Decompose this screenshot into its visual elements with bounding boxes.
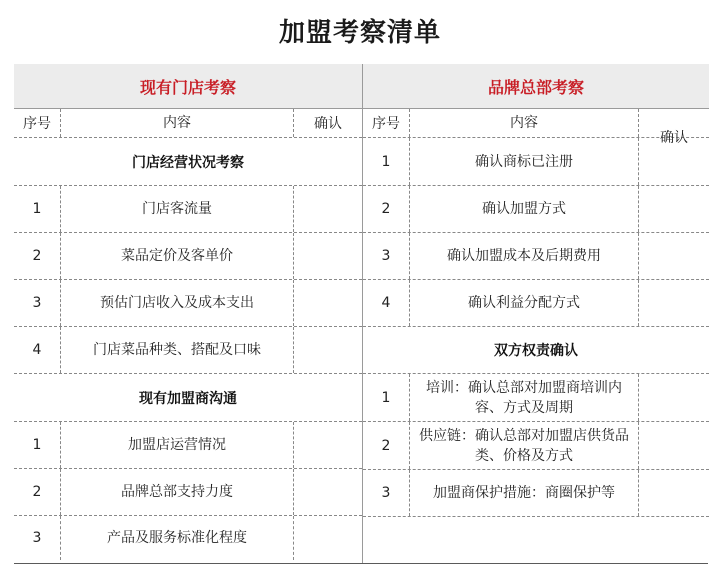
bottom-rule [14, 563, 708, 564]
row-content: 供应链：确认总部对加盟店供货品类、价格及方式 [409, 422, 639, 469]
row-no: 2 [32, 248, 42, 264]
section-row [14, 374, 362, 422]
table-row [363, 280, 709, 327]
left-column-header [14, 109, 362, 138]
table-row [14, 280, 362, 327]
row-no: 4 [32, 342, 42, 358]
row-no: 1 [32, 437, 42, 453]
row-confirm-cell[interactable] [639, 138, 709, 185]
column-confirm: 确认 [314, 116, 342, 132]
row-confirm-cell[interactable] [294, 469, 362, 515]
right-panel [362, 64, 709, 564]
row-content: 加盟店运营情况 [60, 422, 294, 468]
row-content: 确认商标已注册 [409, 138, 639, 185]
table-row [363, 138, 709, 186]
right-column-header [363, 109, 709, 146]
row-no: 4 [381, 295, 391, 311]
table-row [14, 422, 362, 469]
row-no: 2 [381, 201, 391, 217]
table-row [363, 233, 709, 280]
row-no: 2 [32, 484, 42, 500]
row-content: 产品及服务标准化程度 [60, 516, 294, 560]
row-confirm-cell[interactable] [294, 422, 362, 468]
row-content: 品牌总部支持力度 [60, 469, 294, 515]
table-row [14, 233, 362, 280]
section-row [363, 327, 709, 374]
table-row [14, 186, 362, 233]
row-confirm-cell[interactable] [294, 280, 362, 326]
section-row [14, 138, 362, 186]
table-row [14, 327, 362, 374]
row-content: 门店菜品种类、搭配及口味 [60, 327, 294, 373]
row-confirm-cell[interactable] [294, 233, 362, 279]
row-content: 确认加盟方式 [409, 186, 639, 232]
page-title: 加盟考察清单 [278, 18, 441, 48]
table-row [363, 374, 709, 422]
row-confirm-cell[interactable] [639, 470, 709, 516]
row-content: 培训：确认总部对加盟商培训内容、方式及周期 [409, 374, 639, 421]
row-confirm-cell[interactable] [639, 233, 709, 279]
row-confirm-cell[interactable] [639, 374, 709, 421]
row-content: 菜品定价及客单价 [60, 233, 294, 279]
left-panel-heading: 现有门店考察 [14, 64, 362, 109]
row-confirm-cell[interactable] [294, 327, 362, 373]
row-no: 3 [381, 248, 391, 264]
section-title: 门店经营状况考察 [132, 154, 244, 171]
row-confirm-cell[interactable] [639, 280, 709, 326]
row-no: 1 [32, 201, 42, 217]
row-content: 加盟商保护措施：商圈保护等 [409, 470, 639, 516]
table-row [363, 422, 709, 470]
row-confirm-cell[interactable] [294, 186, 362, 232]
row-no: 2 [381, 437, 391, 454]
column-content: 内容 [60, 109, 294, 137]
row-confirm-cell[interactable] [639, 186, 709, 232]
row-no: 3 [32, 295, 42, 311]
row-no: 1 [381, 153, 391, 170]
table-row [14, 516, 362, 560]
row-content: 确认加盟成本及后期费用 [409, 233, 639, 279]
row-content: 预估门店收入及成本支出 [60, 280, 294, 326]
row-confirm-cell[interactable] [639, 422, 709, 469]
row-content: 确认利益分配方式 [409, 280, 639, 326]
row-no: 3 [381, 485, 391, 501]
table-row [14, 469, 362, 516]
section-title: 现有加盟商沟通 [139, 390, 237, 407]
column-confirm: 确认 [660, 130, 688, 146]
row-confirm-cell[interactable] [294, 516, 362, 560]
left-panel [14, 64, 362, 564]
column-no: 序号 [372, 116, 400, 132]
row-no: 3 [32, 530, 42, 546]
table-row [363, 470, 709, 517]
column-content: 内容 [409, 109, 639, 137]
right-panel-heading: 品牌总部考察 [363, 64, 709, 109]
table-row [363, 186, 709, 233]
section-title: 双方权责确认 [494, 343, 578, 359]
row-content: 门店客流量 [60, 186, 294, 232]
column-no: 序号 [23, 116, 51, 132]
row-no: 1 [381, 389, 391, 406]
